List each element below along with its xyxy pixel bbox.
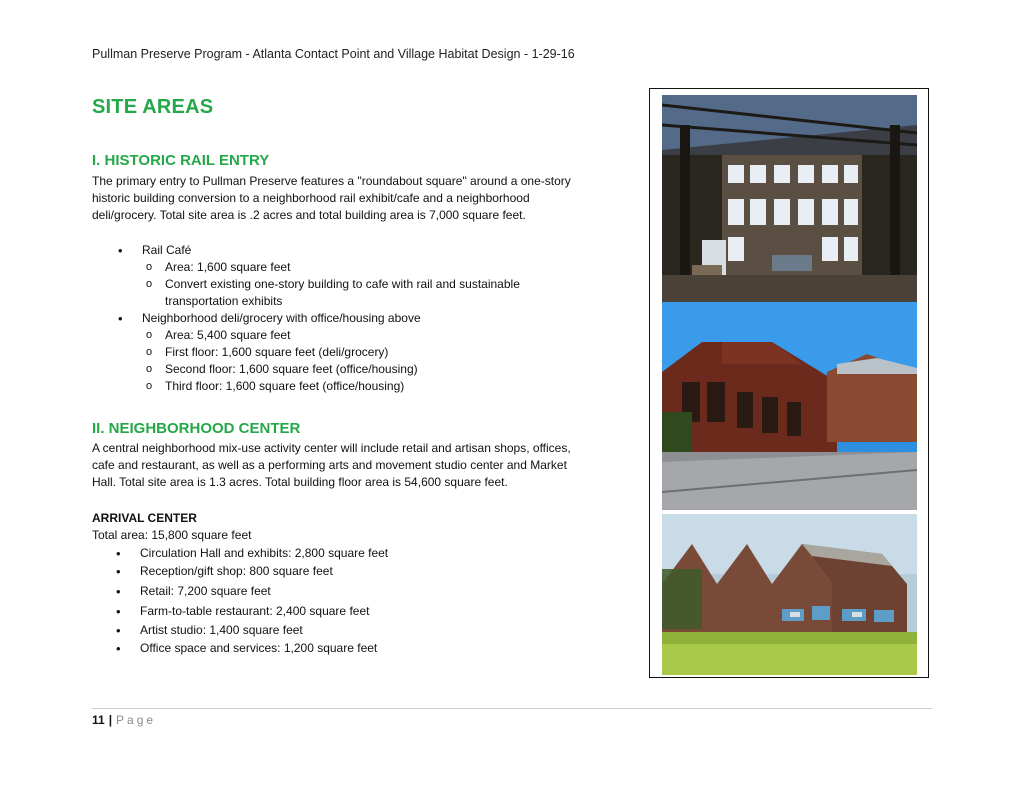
photo-rail-shed-interior — [662, 95, 917, 302]
section2-paragraph — [92, 440, 632, 491]
list-item: • Artist studio: 1,400 square feet — [92, 622, 512, 640]
arrival-center-heading: ARRIVAL CENTER — [92, 511, 197, 525]
photo-panel — [649, 88, 929, 678]
list-item: • Rail Café — [92, 242, 632, 259]
paragraph-line: A central neighborhood mix-use activity center will include retail and artisan shops, offices, — [92, 441, 571, 455]
sub-list-item: o Area: 1,600 square feet — [92, 259, 632, 276]
paragraph-line: Hall. Total site area is 1.3 acres. Total building floor area is 54,600 square feet. — [92, 475, 508, 489]
sub-list-item: o First floor: 1,600 square feet (deli/grocery) — [92, 344, 632, 361]
section1-paragraph — [92, 173, 632, 224]
sub-list-item: o Third floor: 1,600 square feet (office/housing) — [92, 378, 632, 395]
sub-list-item: o Area: 5,400 square feet — [92, 327, 632, 344]
list-item: • Reception/gift shop: 800 square feet — [92, 563, 512, 583]
arrival-center-total: Total area: 15,800 square feet — [92, 528, 252, 542]
sub-list-item: o Second floor: 1,600 square feet (office/housing) — [92, 361, 632, 378]
list-item: • Neighborhood deli/grocery with office/housing above — [92, 310, 632, 327]
section-heading-historic-rail-entry: I. HISTORIC RAIL ENTRY — [92, 152, 270, 169]
paragraph-line: cafe and restaurant, as well as a performing arts and movement studio center and Market — [92, 458, 567, 472]
list-item: • Circulation Hall and exhibits: 2,800 square feet — [92, 545, 512, 563]
footer-divider — [92, 708, 932, 709]
sub-list-item: o Convert existing one-story building to cafe with rail and sustainable — [92, 276, 632, 293]
list-item: • Retail: 7,200 square feet — [92, 583, 512, 603]
page-word: Page — [116, 713, 157, 727]
running-header: Pullman Preserve Program - Atlanta Contact Point and Village Habitat Design - 1-29-16 — [92, 47, 575, 61]
page-number: 11 — [92, 713, 105, 727]
paragraph-line: historic building conversion to a neighborhood rail exhibit/cafe and a neighborhood — [92, 191, 530, 205]
photo-warehouse-graffiti — [662, 514, 917, 675]
paragraph-line: The primary entry to Pullman Preserve features a "roundabout square" around a one-story — [92, 174, 571, 188]
arrival-center-list — [92, 545, 512, 658]
section-heading-neighborhood-center: II. NEIGHBORHOOD CENTER — [92, 420, 301, 437]
sub-list-item-continuation: transportation exhibits — [165, 294, 283, 308]
list-item: • Office space and services: 1,200 square feet — [92, 640, 512, 658]
page-footer — [92, 713, 156, 727]
list-item: • Farm-to-table restaurant: 2,400 square feet — [92, 603, 512, 622]
footer-separator: | — [108, 713, 113, 727]
section1-list — [92, 242, 632, 395]
photo-brick-building-exterior — [662, 302, 917, 510]
paragraph-line: deli/grocery. Total site area is .2 acres and total building area is 7,000 square feet. — [92, 208, 526, 222]
page-title: SITE AREAS — [92, 96, 214, 118]
